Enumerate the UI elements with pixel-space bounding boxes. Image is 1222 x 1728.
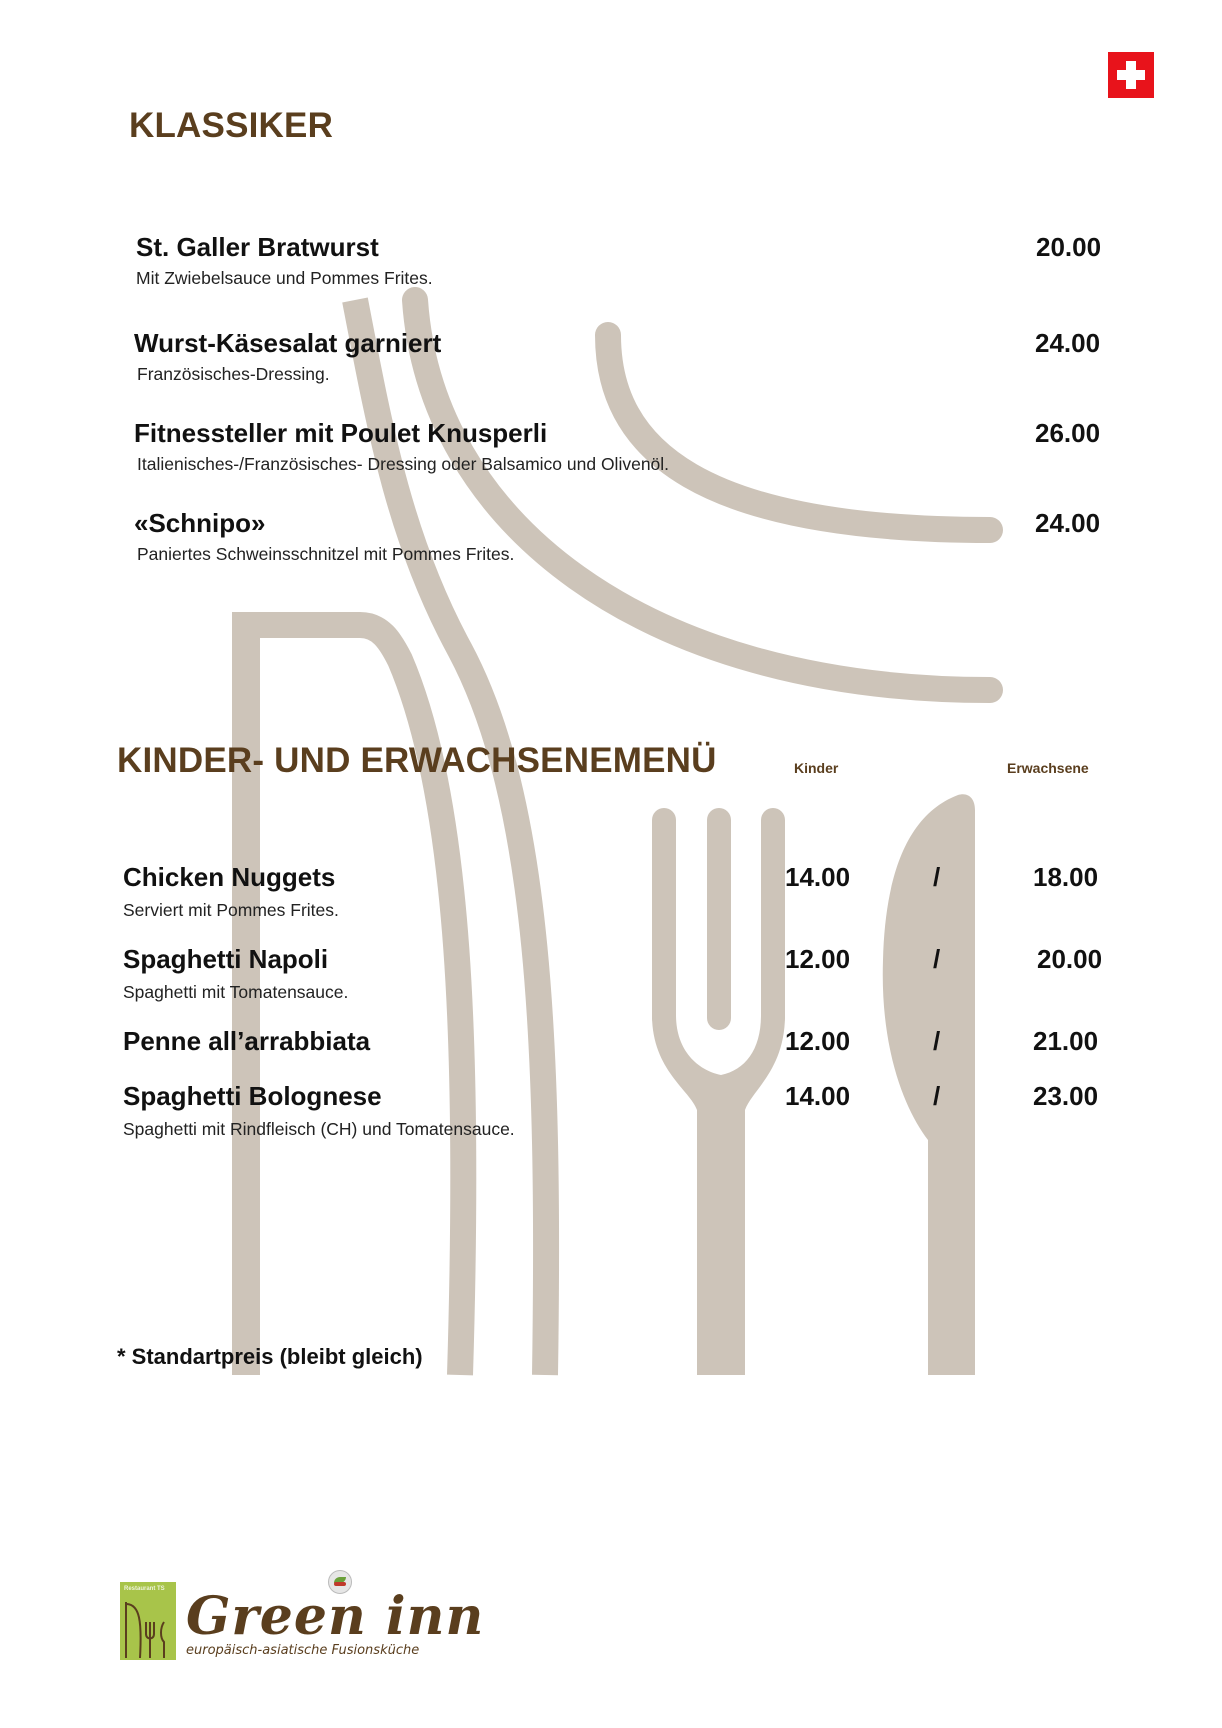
logo-wordmark xyxy=(186,1586,484,1647)
menu-item-name: Spaghetti Napoli xyxy=(123,944,329,974)
price-separator: / xyxy=(933,944,941,974)
column-header-kinder: Kinder xyxy=(794,760,839,776)
menu-item-name: «Schnipo» xyxy=(134,508,266,538)
menu-item-name: Spaghetti Bolognese xyxy=(123,1081,382,1111)
kinder-price: 12.00 xyxy=(785,1026,851,1056)
price-separator: / xyxy=(933,862,941,892)
menu-item-price: 20.00 xyxy=(1036,232,1102,262)
menu-item-name: Wurst-Käsesalat garniert xyxy=(134,328,442,358)
menu-item-price: 26.00 xyxy=(1035,418,1101,448)
logo-tagline: europäisch-asiatische Fusionsküche xyxy=(186,1643,420,1658)
kinder-price: 14.00 xyxy=(785,1081,851,1111)
logo-box-label: Restaurant TS xyxy=(124,1586,165,1592)
menu-item-price: 24.00 xyxy=(1035,328,1101,358)
erwachsene-price: 18.00 xyxy=(1033,862,1099,892)
swiss-flag-icon xyxy=(1108,52,1154,98)
menu-item-desc: Französisches-Dressing. xyxy=(137,364,330,384)
footnote: * Standartpreis (bleibt gleich) xyxy=(117,1344,423,1369)
menu-item-desc: Spaghetti mit Tomatensauce. xyxy=(123,982,349,1002)
menu-item-price: 24.00 xyxy=(1035,508,1101,538)
menu-item-desc: Paniertes Schweinsschnitzel mit Pommes Frites. xyxy=(137,544,515,564)
logo-word-green: Green xyxy=(186,1586,367,1647)
menu-item-name: St. Galler Bratwurst xyxy=(136,232,379,262)
menu-item-name: Fitnessteller mit Poulet Knusperli xyxy=(134,418,548,448)
kinder-price: 14.00 xyxy=(785,862,851,892)
price-separator: / xyxy=(933,1081,941,1111)
section-title-klassiker: KLASSIKER xyxy=(129,106,334,145)
menu-item-desc: Mit Zwiebelsauce und Pommes Frites. xyxy=(136,268,433,288)
kinder-price: 12.00 xyxy=(785,944,851,974)
erwachsene-price: 21.00 xyxy=(1033,1026,1099,1056)
menu-item-name: Penne all’arrabbiata xyxy=(123,1026,371,1056)
erwachsene-price: 20.00 xyxy=(1037,944,1103,974)
section-title-kinder: KINDER- UND ERWACHSENEMENÜ xyxy=(117,741,717,780)
menu-item-desc: Spaghetti mit Rindfleisch (CH) und Tomatensauce. xyxy=(123,1119,515,1139)
menu-item-desc: Italienisches-/Französisches- Dressing oder Balsamico und Olivenöl. xyxy=(137,454,670,474)
green-inn-logo-icon xyxy=(120,1582,176,1660)
price-separator: / xyxy=(933,1026,941,1056)
logo-word-inn: inn xyxy=(385,1586,485,1647)
menu-item-name: Chicken Nuggets xyxy=(123,862,336,892)
menu-item-desc: Serviert mit Pommes Frites. xyxy=(123,900,339,920)
erwachsene-price: 23.00 xyxy=(1033,1081,1099,1111)
column-header-erwachsene: Erwachsene xyxy=(1007,760,1089,776)
